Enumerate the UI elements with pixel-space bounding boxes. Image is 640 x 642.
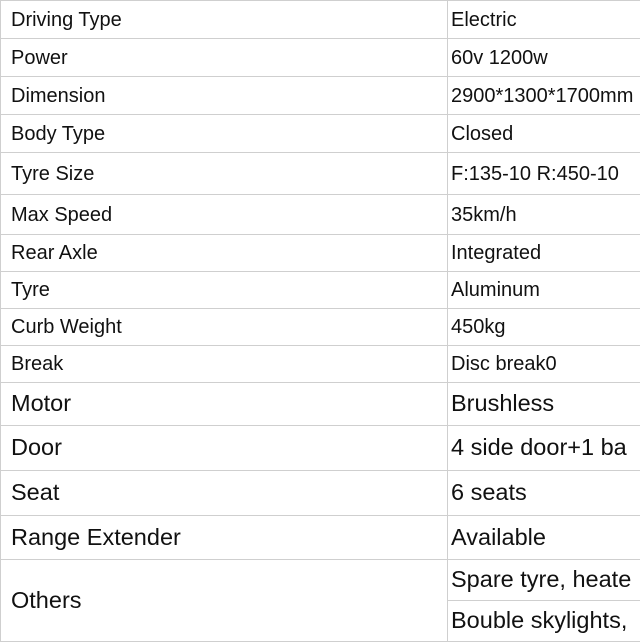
- spec-row-others: [1, 560, 640, 601]
- spec-value: Brushless: [448, 383, 640, 426]
- spec-label: Rear Axle: [1, 235, 448, 272]
- spec-label: Body Type: [1, 115, 448, 153]
- spec-value: 2900*1300*1700mm: [448, 77, 640, 115]
- spec-label: Dimension: [1, 77, 448, 115]
- spec-value: 450kg: [448, 309, 640, 346]
- spec-label: Door: [1, 426, 448, 471]
- spec-label: Curb Weight: [1, 309, 448, 346]
- spec-label: Driving Type: [1, 1, 448, 39]
- spec-label: Range Extender: [1, 516, 448, 560]
- spec-row-dimension: [1, 77, 640, 115]
- spec-row-seat: [1, 471, 640, 516]
- spec-row-body-type: [1, 115, 640, 153]
- spec-value: 6 seats: [448, 471, 640, 516]
- spec-label: Tyre Size: [1, 153, 448, 195]
- spec-value: Aluminum: [448, 272, 640, 309]
- spec-row-door: [1, 426, 640, 471]
- spec-row-range-extender: [1, 516, 640, 560]
- spec-label: Tyre: [1, 272, 448, 309]
- spec-value: 60v 1200w: [448, 39, 640, 77]
- spec-value: F:135-10 R:450-10: [448, 153, 640, 195]
- spec-row-tyre-size: [1, 153, 640, 195]
- spec-value: Spare tyre, heate: [448, 560, 640, 601]
- spec-label: Motor: [1, 383, 448, 426]
- spec-value: Closed: [448, 115, 640, 153]
- spec-label: Seat: [1, 471, 448, 516]
- spec-value: Integrated: [448, 235, 640, 272]
- spec-row-max-speed: [1, 195, 640, 235]
- spec-row-motor: [1, 383, 640, 426]
- spec-label: Power: [1, 39, 448, 77]
- spec-label: Break: [1, 346, 448, 383]
- spec-label: Others: [1, 560, 448, 642]
- spec-value: Available: [448, 516, 640, 560]
- spec-row-break: [1, 346, 640, 383]
- spec-row-driving-type: [1, 1, 640, 39]
- spec-value: Disc break0: [448, 346, 640, 383]
- spec-value: 4 side door+1 ba: [448, 426, 640, 471]
- spec-row-curb-weight: [1, 309, 640, 346]
- spec-row-power: [1, 39, 640, 77]
- spec-row-tyre: [1, 272, 640, 309]
- spec-value: 35km/h: [448, 195, 640, 235]
- spec-label: Max Speed: [1, 195, 448, 235]
- spec-value: Electric: [448, 1, 640, 39]
- spec-row-rear-axle: [1, 235, 640, 272]
- spec-value: Bouble skylights,: [448, 601, 640, 642]
